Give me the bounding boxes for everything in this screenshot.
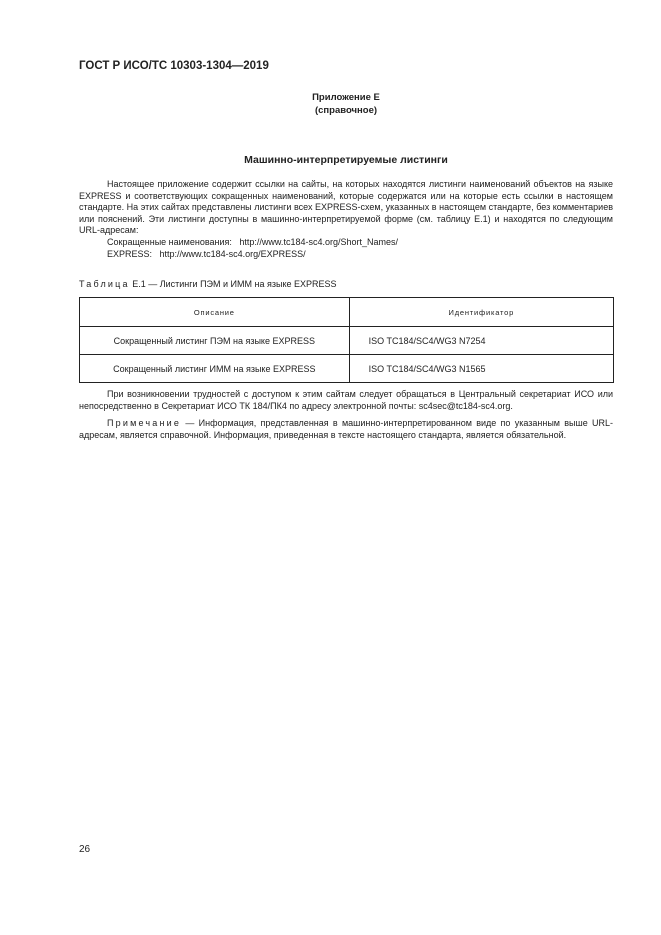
page-number: 26 — [79, 844, 91, 855]
table-caption-prefix: Таблица — [79, 279, 130, 289]
standard-code: ГОСТ Р ИСО/ТС 10303-1304—2019 — [79, 60, 269, 72]
row-description: Сокращенный листинг ИММ на языке EXPRESS — [80, 355, 350, 383]
table-row — [80, 355, 614, 383]
header-identifier: Идентификатор — [349, 298, 613, 327]
row-description: Сокращенный листинг ПЭМ на языке EXPRESS — [80, 327, 350, 355]
table-row — [80, 327, 614, 355]
note-block — [79, 418, 613, 441]
section-title: Машинно-интерпретируемые листинги — [244, 154, 448, 166]
short-names-url[interactable]: http://www.tc184-sc4.org/Short_Names/ — [239, 236, 398, 247]
note-label: Примечание — [107, 418, 182, 428]
express-url[interactable]: http://www.tc184-sc4.org/EXPRESS/ — [159, 248, 306, 259]
contact-paragraph: При возникновении трудностей с доступом к этим сайтам следует обращаться в Центральный секретариат ИСО или непосредственно в Секретариат ИСО ТК 184/ПК4 по адресу электронной почты: sc4sec@tc184-sc4.org. — [79, 389, 613, 411]
appendix-subtitle: (справочное) — [314, 105, 378, 116]
note-text: — Информация, представленная в машинно-интерпретированном виде по указанным выше URL-адресам, является справочной. Информация, приведенная в тексте настоящего стандарта, является обязательной. — [79, 418, 613, 440]
note-paragraph — [79, 418, 613, 441]
intro-paragraph: Настоящее приложение содержит ссылки на сайты, на которых находятся листинги наименований объектов на языке EXPRESS и соответствующих сокращенных наименований, которые содержатся или на которые есть ссылки в настоящем стандарте. На этих сайтах представлены листинги всех EXPRESS-схем, указанных в настоящем стандарте, без комментариев или пояснений. Эти листинги доступны в машинно-интерпретируемой форме (см. таблицу Е.1) и находятся по следующим URL-адресам: — [79, 179, 613, 236]
appendix-title: Приложение Е — [312, 92, 380, 103]
row-identifier: ISO TC184/SC4/WG3 N1565 — [349, 355, 613, 383]
row-identifier: ISO TC184/SC4/WG3 N7254 — [349, 327, 613, 355]
listings-table — [79, 297, 614, 383]
express-line — [79, 249, 613, 261]
express-label: EXPRESS: — [107, 248, 153, 259]
table-caption — [79, 279, 337, 289]
appendix-heading — [79, 91, 613, 117]
table-caption-text: Е.1 — Листинги ПЭМ и ИММ на языке EXPRESS — [129, 279, 337, 289]
short-names-line — [79, 237, 613, 249]
contact-block — [79, 389, 613, 412]
header-description: Описание — [80, 298, 350, 327]
table-header-row — [80, 298, 614, 327]
short-names-label: Сокращенные наименования: — [107, 236, 232, 247]
intro-block — [79, 179, 613, 260]
